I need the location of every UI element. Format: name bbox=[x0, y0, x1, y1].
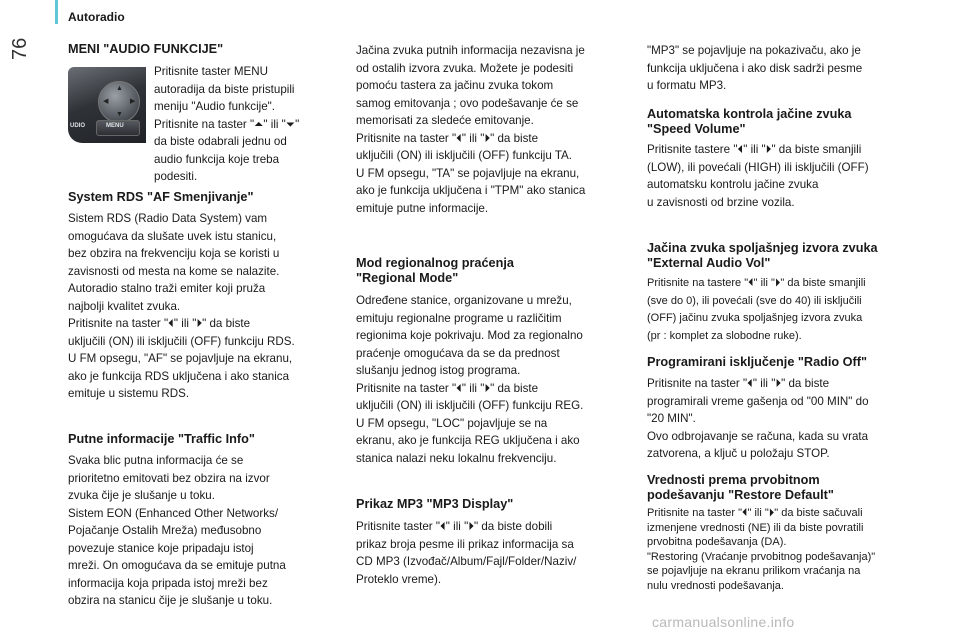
external-audio-heading-line2: "External Audio Vol" bbox=[647, 256, 771, 270]
text-line: Pritisnite taster MENU bbox=[154, 65, 269, 78]
panel-label-audio: UDIO bbox=[70, 123, 85, 129]
text-line: audio funkcija koje treba bbox=[154, 152, 280, 166]
text-line: "20 MIN". bbox=[647, 412, 696, 425]
text-line: povezuje stanice koje pripadaju istoj bbox=[68, 541, 254, 555]
speed-volume-heading-line1: Automatska kontrola jačine zvuka bbox=[647, 107, 852, 121]
text-line: prikaz broja pesme ili prikaz informacija sa bbox=[356, 537, 574, 551]
text-line: Sistem EON (Enhanced Other Networks/ bbox=[68, 506, 279, 520]
text-line: regionima koje pokrivaju. Mod za regionalno bbox=[356, 329, 583, 342]
mp3-heading: Prikaz MP3 "MP3 Display" bbox=[356, 497, 514, 511]
text-line: zatvorena, a ključ u položaju STOP. bbox=[647, 447, 830, 460]
text-line: (sve do 0), ili povećali (sve do 40) ili isključili bbox=[647, 294, 862, 307]
radio-control-panel-image bbox=[68, 67, 146, 143]
text-line: najbolji kvalitet zvuka. bbox=[68, 299, 181, 313]
text-line: stanica nalazi neku lokalnu frekvenciju. bbox=[356, 451, 557, 465]
regional-heading-line2: "Regional Mode" bbox=[356, 271, 459, 285]
text-line: u zavisnosti od brzine vozila. bbox=[647, 195, 795, 209]
text-line: slušanju jednog istog programa. bbox=[356, 364, 521, 377]
traffic-info-heading: Putne informacije "Traffic Info" bbox=[68, 432, 255, 446]
text-line: Pritisnite na taster "⏴" ili "⏵" da biste bbox=[647, 377, 830, 390]
text-line: zavisnosti od mesta na kome se nalazite. bbox=[68, 264, 280, 278]
text-line: U FM opsegu, "TA" se pojavljuje na ekranu, bbox=[356, 166, 580, 180]
text-line: prvobitna podešavanja (DA). bbox=[647, 536, 787, 549]
text-line: nulu vrednosti podešavanja. bbox=[647, 580, 784, 592]
text-line: prioritetno emitovati bez obzira na izvor bbox=[68, 471, 270, 485]
restore-default-heading-line2: podešavanju "Restore Default" bbox=[647, 488, 834, 502]
text-line: Pritisnite taster "⏴" ili "⏵" da biste dobili bbox=[356, 520, 553, 533]
text-line: Pritisnite na taster "⏴" ili "⏵" da biste bbox=[68, 317, 251, 330]
text-line: ako je funkcija uključena i "TPM" ako stanica bbox=[356, 184, 586, 197]
text-line: "Restoring (Vraćanje prvobitnog podešavanja)" bbox=[647, 550, 876, 563]
text-line: pomoću tastera za jačinu zvuka tokom bbox=[356, 79, 554, 92]
text-line: bez obzira na frekvenciju koja se koristi u bbox=[68, 247, 280, 260]
text-line: Autoradio stalno traži emiter koji pruža bbox=[68, 282, 266, 295]
text-line: informacija koja pripada istoj mreži bez bbox=[68, 576, 268, 590]
text-line: U FM opsegu, "LOC" pojavljuje se na bbox=[356, 416, 548, 430]
external-audio-heading-line1: Jačina zvuka spoljašnjeg izvora zvuka bbox=[647, 241, 878, 255]
text-line: Pritisnite na taster "⏴" ili "⏵" da biste bbox=[356, 381, 539, 395]
text-line: emituju regionalne programe u različitim bbox=[356, 311, 562, 325]
text-line: Pritisnite na tastere "⏴" ili "⏵" da biste smanjili bbox=[647, 277, 866, 289]
text-line: samog emitovanja ; ovo podešavanje će se bbox=[356, 96, 579, 110]
text-line: Ovo odbrojavanje se računa, kada su vrata bbox=[647, 429, 869, 443]
text-line: se pojavljuje na ekranu prilikom vraćanja na bbox=[647, 565, 861, 578]
speed-volume-heading-line2: "Speed Volume" bbox=[647, 122, 746, 136]
text-line: uključili (ON) ili isključili (OFF) funkciju REG. bbox=[356, 399, 584, 412]
text-line: mreži. On omogućava da se emituje putna bbox=[68, 559, 286, 572]
text-line: automatsku kontrolu jačine zvuka bbox=[647, 178, 819, 191]
text-line: meniju "Audio funkcije". bbox=[154, 100, 276, 113]
text-line: izmenjene vrednosti (NE) ili da biste povratili bbox=[647, 521, 864, 534]
text-line: omogućava da slušate uvek istu stanicu, bbox=[68, 229, 277, 243]
text-line: zvuka čije je slušanje u toku. bbox=[68, 489, 215, 502]
radio-off-heading: Programirani isključenje "Radio Off" bbox=[647, 355, 868, 369]
text-line: (pr : komplet za slobodne ruke). bbox=[647, 329, 802, 342]
text-line: autoradija da biste pristupili bbox=[154, 82, 295, 96]
text-line: Proteklo vreme). bbox=[356, 572, 442, 586]
text-line: Pritisnite na taster "⏴" ili "⏵" da biste sačuvali bbox=[647, 507, 863, 519]
text-line: programirali vreme gašenja od "00 MIN" do bbox=[647, 394, 869, 408]
text-line: od ostalih izvora zvuka. Možete je podesiti bbox=[356, 61, 574, 75]
text-line: CD MP3 (Izvođač/Album/Fajl/Folder/Naziv/ bbox=[356, 555, 577, 568]
text-line: ako je funkcija RDS uključena i ako stanica bbox=[68, 369, 290, 383]
text-line: Sistem RDS (Radio Data System) vam bbox=[68, 212, 268, 225]
text-line: (OFF) jačinu zvuka spoljašnjeg izvora zvuka bbox=[647, 312, 863, 324]
text-line: emituje u sistemu RDS. bbox=[68, 387, 190, 400]
text-line: Pojačanje Ostalih Mreža) međusobno bbox=[68, 524, 262, 537]
rds-heading: System RDS "AF Smenjivanje" bbox=[68, 190, 254, 204]
text-line: da biste odabrali jednu od bbox=[154, 135, 287, 148]
text-line: ekranu, ako je funkcija REG uključena i ako bbox=[356, 434, 580, 447]
text-line: "MP3" se pojavljuje na pokazivaču, ako je bbox=[647, 44, 861, 57]
text-line: (LOW), ili povećali (HIGH) ili isključili (OFF) bbox=[647, 160, 869, 174]
text-line: Određene stanice, organizovane u mrežu, bbox=[356, 294, 572, 307]
panel-label-menu: MENU bbox=[106, 123, 124, 129]
page-number: 76 bbox=[9, 37, 31, 60]
text-line: praćenje omogućava da se da prednost bbox=[356, 346, 560, 360]
text-line: obzira na stanicu čije je slušanje u toku. bbox=[68, 594, 273, 607]
text-line: Pritisnite na taster "⏴" ili "⏵" da biste bbox=[356, 131, 539, 145]
text-line: Pritisnite tastere "⏴" ili "⏵" da biste smanjili bbox=[647, 143, 862, 156]
text-line: uključili (ON) ili isključili (OFF) funkciju TA. bbox=[356, 149, 573, 162]
text-line: funkcija uključena i ako disk sadrži pesme bbox=[647, 61, 863, 75]
restore-default-heading-line1: Vrednosti prema prvobitnom bbox=[647, 473, 820, 487]
text-line: memorisati za sledeće emitovanje. bbox=[356, 114, 534, 127]
section-title: Autoradio bbox=[68, 10, 125, 24]
section-accent-bar bbox=[55, 0, 58, 24]
text-line: u formatu MP3. bbox=[647, 79, 727, 92]
text-line: Jačina zvuka putnih informacija nezavisna je bbox=[356, 44, 585, 57]
audio-functions-title: MENI "AUDIO FUNKCIJE" bbox=[68, 42, 224, 56]
text-line: podesiti. bbox=[154, 170, 198, 183]
text-line: Pritisnite na taster "⏶" ili "⏷" bbox=[154, 117, 300, 131]
watermark-text: carmanualsonline.info bbox=[652, 614, 795, 630]
text-line: uključili (ON) ili isključili (OFF) funkciju RDS. bbox=[68, 334, 295, 348]
text-line: Svaka blic putna informacija će se bbox=[68, 454, 244, 467]
text-line: emituje putne informacije. bbox=[356, 201, 489, 215]
regional-heading-line1: Mod regionalnog praćenja bbox=[356, 256, 514, 270]
direction-pad-icon: ▲ ▼ ◀ ▶ bbox=[98, 81, 140, 123]
text-line: U FM opsegu, "AF" se pojavljuje na ekranu, bbox=[68, 352, 293, 365]
